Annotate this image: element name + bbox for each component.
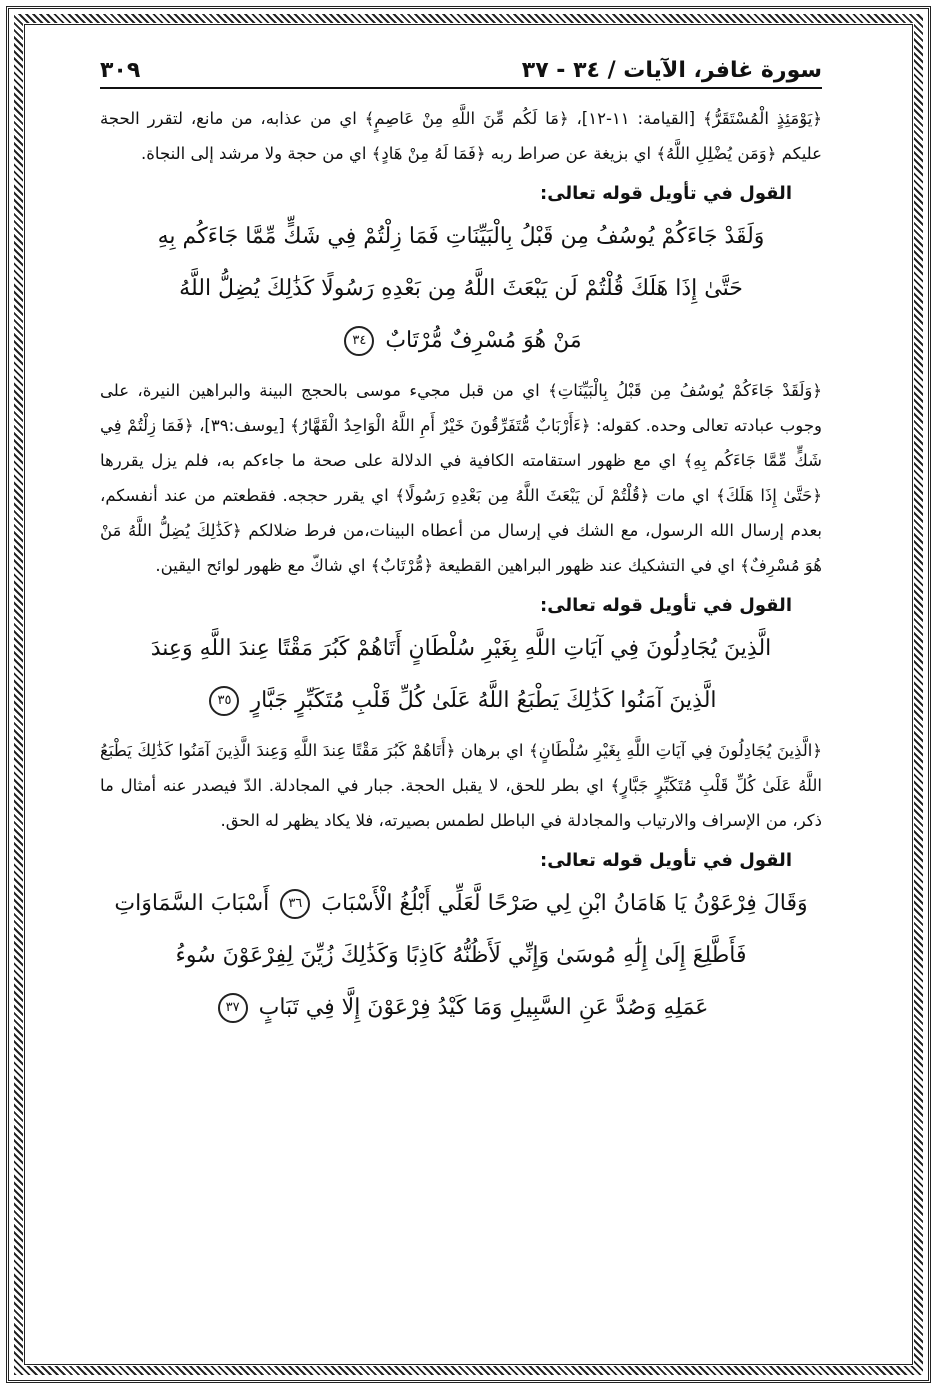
verse-text: مَنْ هُوَ مُسْرِفٌ مُّرْتَابٌ: [385, 328, 582, 353]
ayah-number-marker: ٣٦: [280, 889, 310, 919]
verse-line: الَّذِينَ يُجَادِلُونَ فِي آيَاتِ اللَّهِ بِغَيْرِ سُلْطَانٍ أَتَاهُمْ كَبُرَ مَقْتًا عِندَ اللَّهِ وَعِندَ: [150, 636, 772, 661]
ayah-number-marker: ٣٧: [218, 993, 248, 1023]
commentary-paragraph: ﴿وَلَقَدْ جَاءَكُمْ يُوسُفُ مِن قَبْلُ بِالْبَيِّنَاتِ﴾ اي من قبل مجيء موسى بالحجج البينة والبراهين النيرة، على وجوب عبادته تعالى وحده. كقوله: ﴿ءَأَرْبَابٌ مُّتَفَرِّقُونَ خَيْرٌ أَمِ اللَّهُ الْوَاحِدُ الْقَهَّارُ﴾ [يوسف:٣٩]، ﴿فَمَا زِلْتُمْ فِي شَكٍّ مِّمَّا جَاءَكُم بِهِ﴾ اي مع ظهور استقامته الكافية في الدلالة على صحة ما جاءكم به، فلم يزل يقررها ﴿حَتَّىٰ إِذَا هَلَكَ﴾ اي مات ﴿قُلْتُمْ لَن يَبْعَثَ اللَّهُ مِن بَعْدِهِ رَسُولًا﴾ اي يقرر حججه. فقطعتم من عند أنفسكم، بعدم إرسال الله الرسول، مع الشك في إرسال من أعطاه البينات،من فرط ضلالكم ﴿كَذَٰلِكَ يُضِلُّ اللَّهُ مَنْ هُوَ مُسْرِفٌ﴾ اي في التشكيك عند ظهور البراهين القطيعة ﴿مُّرْتَابٌ﴾ اي شاكّ مع ظهور لوائح اليقين.: [100, 381, 823, 575]
verse-text: الَّذِينَ آمَنُوا كَذَٰلِكَ يَطْبَعُ اللَّهُ عَلَىٰ كُلِّ قَلْبِ مُتَكَبِّرٍ جَبَّارٍ: [250, 688, 717, 713]
verse-line: حَتَّىٰ إِذَا هَلَكَ قُلْتُمْ لَن يَبْعَثَ اللَّهُ مِن بَعْدِهِ رَسُولًا كَذَٰلِكَ يُضِلُّ اللَّهُ: [179, 276, 743, 301]
ayah-number-marker: ٣٥: [209, 686, 239, 716]
ayah-number-marker: ٣٤: [344, 326, 374, 356]
page-number: ٣٠٩: [100, 58, 141, 83]
verse-text: عَمَلِهِ وَصُدَّ عَنِ السَّبِيلِ وَمَا كَيْدُ فِرْعَوْنَ إِلَّا فِي تَبَابٍ: [258, 995, 709, 1020]
section-heading: القول في تأويل قوله تعالى:: [540, 850, 792, 871]
section-heading: القول في تأويل قوله تعالى:: [540, 183, 792, 204]
verse-line: وَلَقَدْ جَاءَكُمْ يُوسُفُ مِن قَبْلُ بِالْبَيِّنَاتِ فَمَا زِلْتُمْ فِي شَكٍّ مِّمَّا جَاءَكُم بِهِ: [157, 224, 765, 249]
verse-text: أَسْبَابَ السَّمَاوَاتِ: [114, 891, 270, 916]
quran-verse-block: [100, 211, 822, 367]
section-heading: القول في تأويل قوله تعالى:: [540, 595, 792, 616]
verse-line: [100, 315, 822, 367]
verse-line: [100, 982, 822, 1034]
verse-text: وَقَالَ فِرْعَوْنُ يَا هَامَانُ ابْنِ لِي صَرْحًا لَّعَلِّي أَبْلُغُ الْأَسْبَابَ: [321, 891, 808, 916]
verse-line: [100, 878, 822, 930]
quran-verse-block: [100, 623, 822, 727]
page-header: [100, 58, 822, 89]
verse-line: [100, 675, 822, 727]
verse-line: فَأَطَّلِعَ إِلَىٰ إِلَٰهِ مُوسَىٰ وَإِنِّي لَأَظُنُّهُ كَاذِبًا وَكَذَٰلِكَ زُيِّنَ لِفِرْعَوْنَ سُوءُ: [175, 943, 747, 968]
commentary-paragraph: ﴿الَّذِينَ يُجَادِلُونَ فِي آيَاتِ اللَّهِ بِغَيْرِ سُلْطَانٍ﴾ اي برهان ﴿أَتَاهُمْ كَبُرَ مَقْتًا عِندَ اللَّهِ وَعِندَ الَّذِينَ آمَنُوا كَذَٰلِكَ يَطْبَعُ اللَّهُ عَلَىٰ كُلِّ قَلْبِ مُتَكَبِّرٍ جَبَّارٍ﴾ اي بطر للحق، لا يقبل الحجة. جبار في المجادلة. الدّ فيصدر عنه أمثال ما ذكر، من الإسراف والارتياب والمجادلة في الباطل لطمس بصيرته، فلا يكاد يظهر له الحق.: [100, 741, 822, 830]
running-title: سورة غافر، الآيات / ٣٤ - ٣٧: [521, 58, 822, 83]
page-content: [100, 58, 822, 1040]
quran-verse-block: [100, 878, 822, 1034]
commentary-paragraph: ﴿يَوْمَئِذٍ الْمُسْتَقَرُّ﴾ [القيامة: ١١-١٢]، ﴿مَا لَكُم مِّنَ اللَّهِ مِنْ عَاصِمٍ﴾ اي من عذابه، من مانع، لتقرر الحجة عليكم ﴿وَمَن يُضْلِلِ اللَّهُ﴾ اي بزيغة عن صراط ربه ﴿فَمَا لَهُ مِنْ هَادٍ﴾ اي من حجة ولا مرشد إلى النجاة.: [100, 109, 822, 163]
